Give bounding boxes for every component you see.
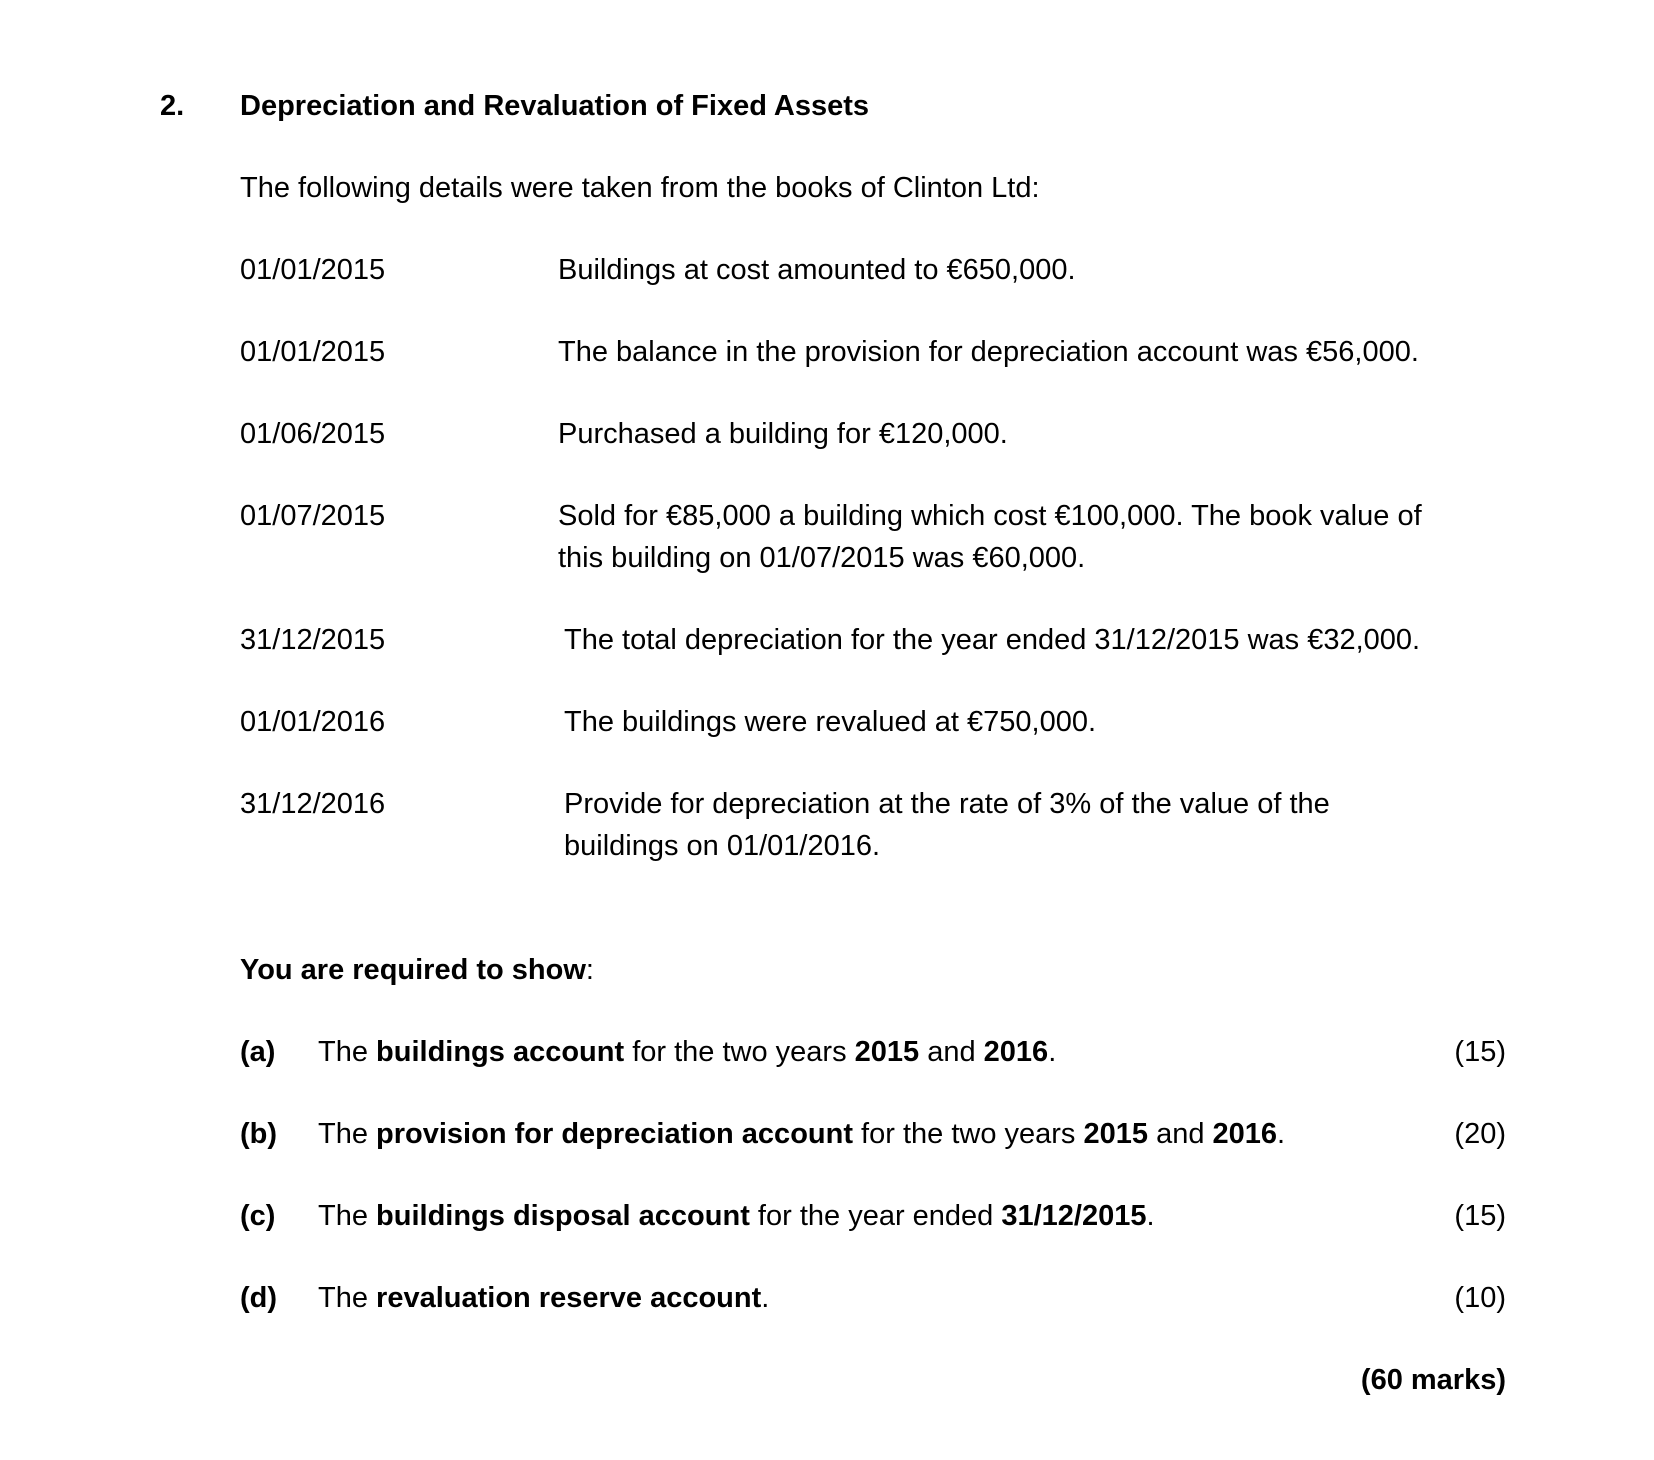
part-marks: (15) (1454, 1036, 1506, 1068)
part-marks: (15) (1454, 1200, 1506, 1232)
event-date: 01/01/2016 (240, 706, 386, 738)
question-intro: The following details were taken from the books of Clinton Ltd: (240, 172, 1040, 204)
event-date: 01/01/2015 (240, 336, 386, 368)
part-text-bold: 2016 (983, 1036, 1049, 1068)
part-text-regular: for the two years (624, 1036, 855, 1068)
part-label: (a) (240, 1036, 276, 1068)
part-text-regular: for the two years (853, 1118, 1084, 1150)
required-heading-bold: You are required to show (240, 954, 586, 986)
event-date: 31/12/2016 (240, 788, 386, 820)
event-text: The balance in the provision for depreciation account was €56,000. (558, 336, 1419, 368)
event-date: 01/01/2015 (240, 254, 386, 286)
part-text-regular: The (318, 1282, 377, 1314)
part-text (318, 1198, 1155, 1234)
event-text: Purchased a building for €120,000. (558, 418, 1008, 450)
part-text-regular: and (1148, 1118, 1213, 1150)
total-marks: (60 marks) (1360, 1364, 1506, 1396)
part-label: (c) (240, 1200, 276, 1232)
part-text-bold: 2015 (1083, 1118, 1149, 1150)
part-text-bold: revaluation reserve account (376, 1282, 762, 1314)
event-text: The buildings were revalued at €750,000. (564, 706, 1097, 738)
part-text-regular: . (1048, 1036, 1057, 1068)
part-text-regular: . (761, 1282, 770, 1314)
part-text-bold: 31/12/2015 (1001, 1200, 1147, 1232)
part-text-regular: The (318, 1200, 377, 1232)
event-text-line2: this building on 01/07/2015 was €60,000. (558, 542, 1086, 574)
part-marks: (10) (1454, 1282, 1506, 1314)
part-text-regular: for the year ended (749, 1200, 1002, 1232)
part-text-bold: provision for depreciation account (376, 1118, 853, 1150)
event-text-line2: buildings on 01/01/2016. (564, 830, 881, 862)
required-heading (240, 952, 594, 988)
question-title: Depreciation and Revaluation of Fixed Assets (240, 90, 870, 122)
part-text-regular: . (1277, 1118, 1286, 1150)
event-text-line1: Sold for €85,000 a building which cost €100,000. The book value of (558, 500, 1422, 532)
event-date: 01/07/2015 (240, 500, 386, 532)
part-text-bold: buildings disposal account (376, 1200, 750, 1232)
part-text-regular: The (318, 1118, 377, 1150)
part-text-bold: 2015 (854, 1036, 920, 1068)
question-number: 2. (160, 90, 185, 122)
part-text-regular: . (1146, 1200, 1155, 1232)
part-text-regular: and (919, 1036, 984, 1068)
event-date: 01/06/2015 (240, 418, 386, 450)
part-text-regular: The (318, 1036, 377, 1068)
part-label: (d) (240, 1282, 278, 1314)
part-marks: (20) (1454, 1118, 1506, 1150)
part-text (318, 1034, 1056, 1070)
event-text: Buildings at cost amounted to €650,000. (558, 254, 1076, 286)
part-text (318, 1116, 1285, 1152)
part-label: (b) (240, 1118, 278, 1150)
event-date: 31/12/2015 (240, 624, 386, 656)
part-text-bold: buildings account (376, 1036, 625, 1068)
part-text (318, 1280, 769, 1316)
required-heading-colon: : (585, 954, 594, 986)
event-text: The total depreciation for the year ended 31/12/2015 was €32,000. (564, 624, 1421, 656)
part-text-bold: 2016 (1212, 1118, 1278, 1150)
event-text-line1: Provide for depreciation at the rate of 3% of the value of the (564, 788, 1330, 820)
